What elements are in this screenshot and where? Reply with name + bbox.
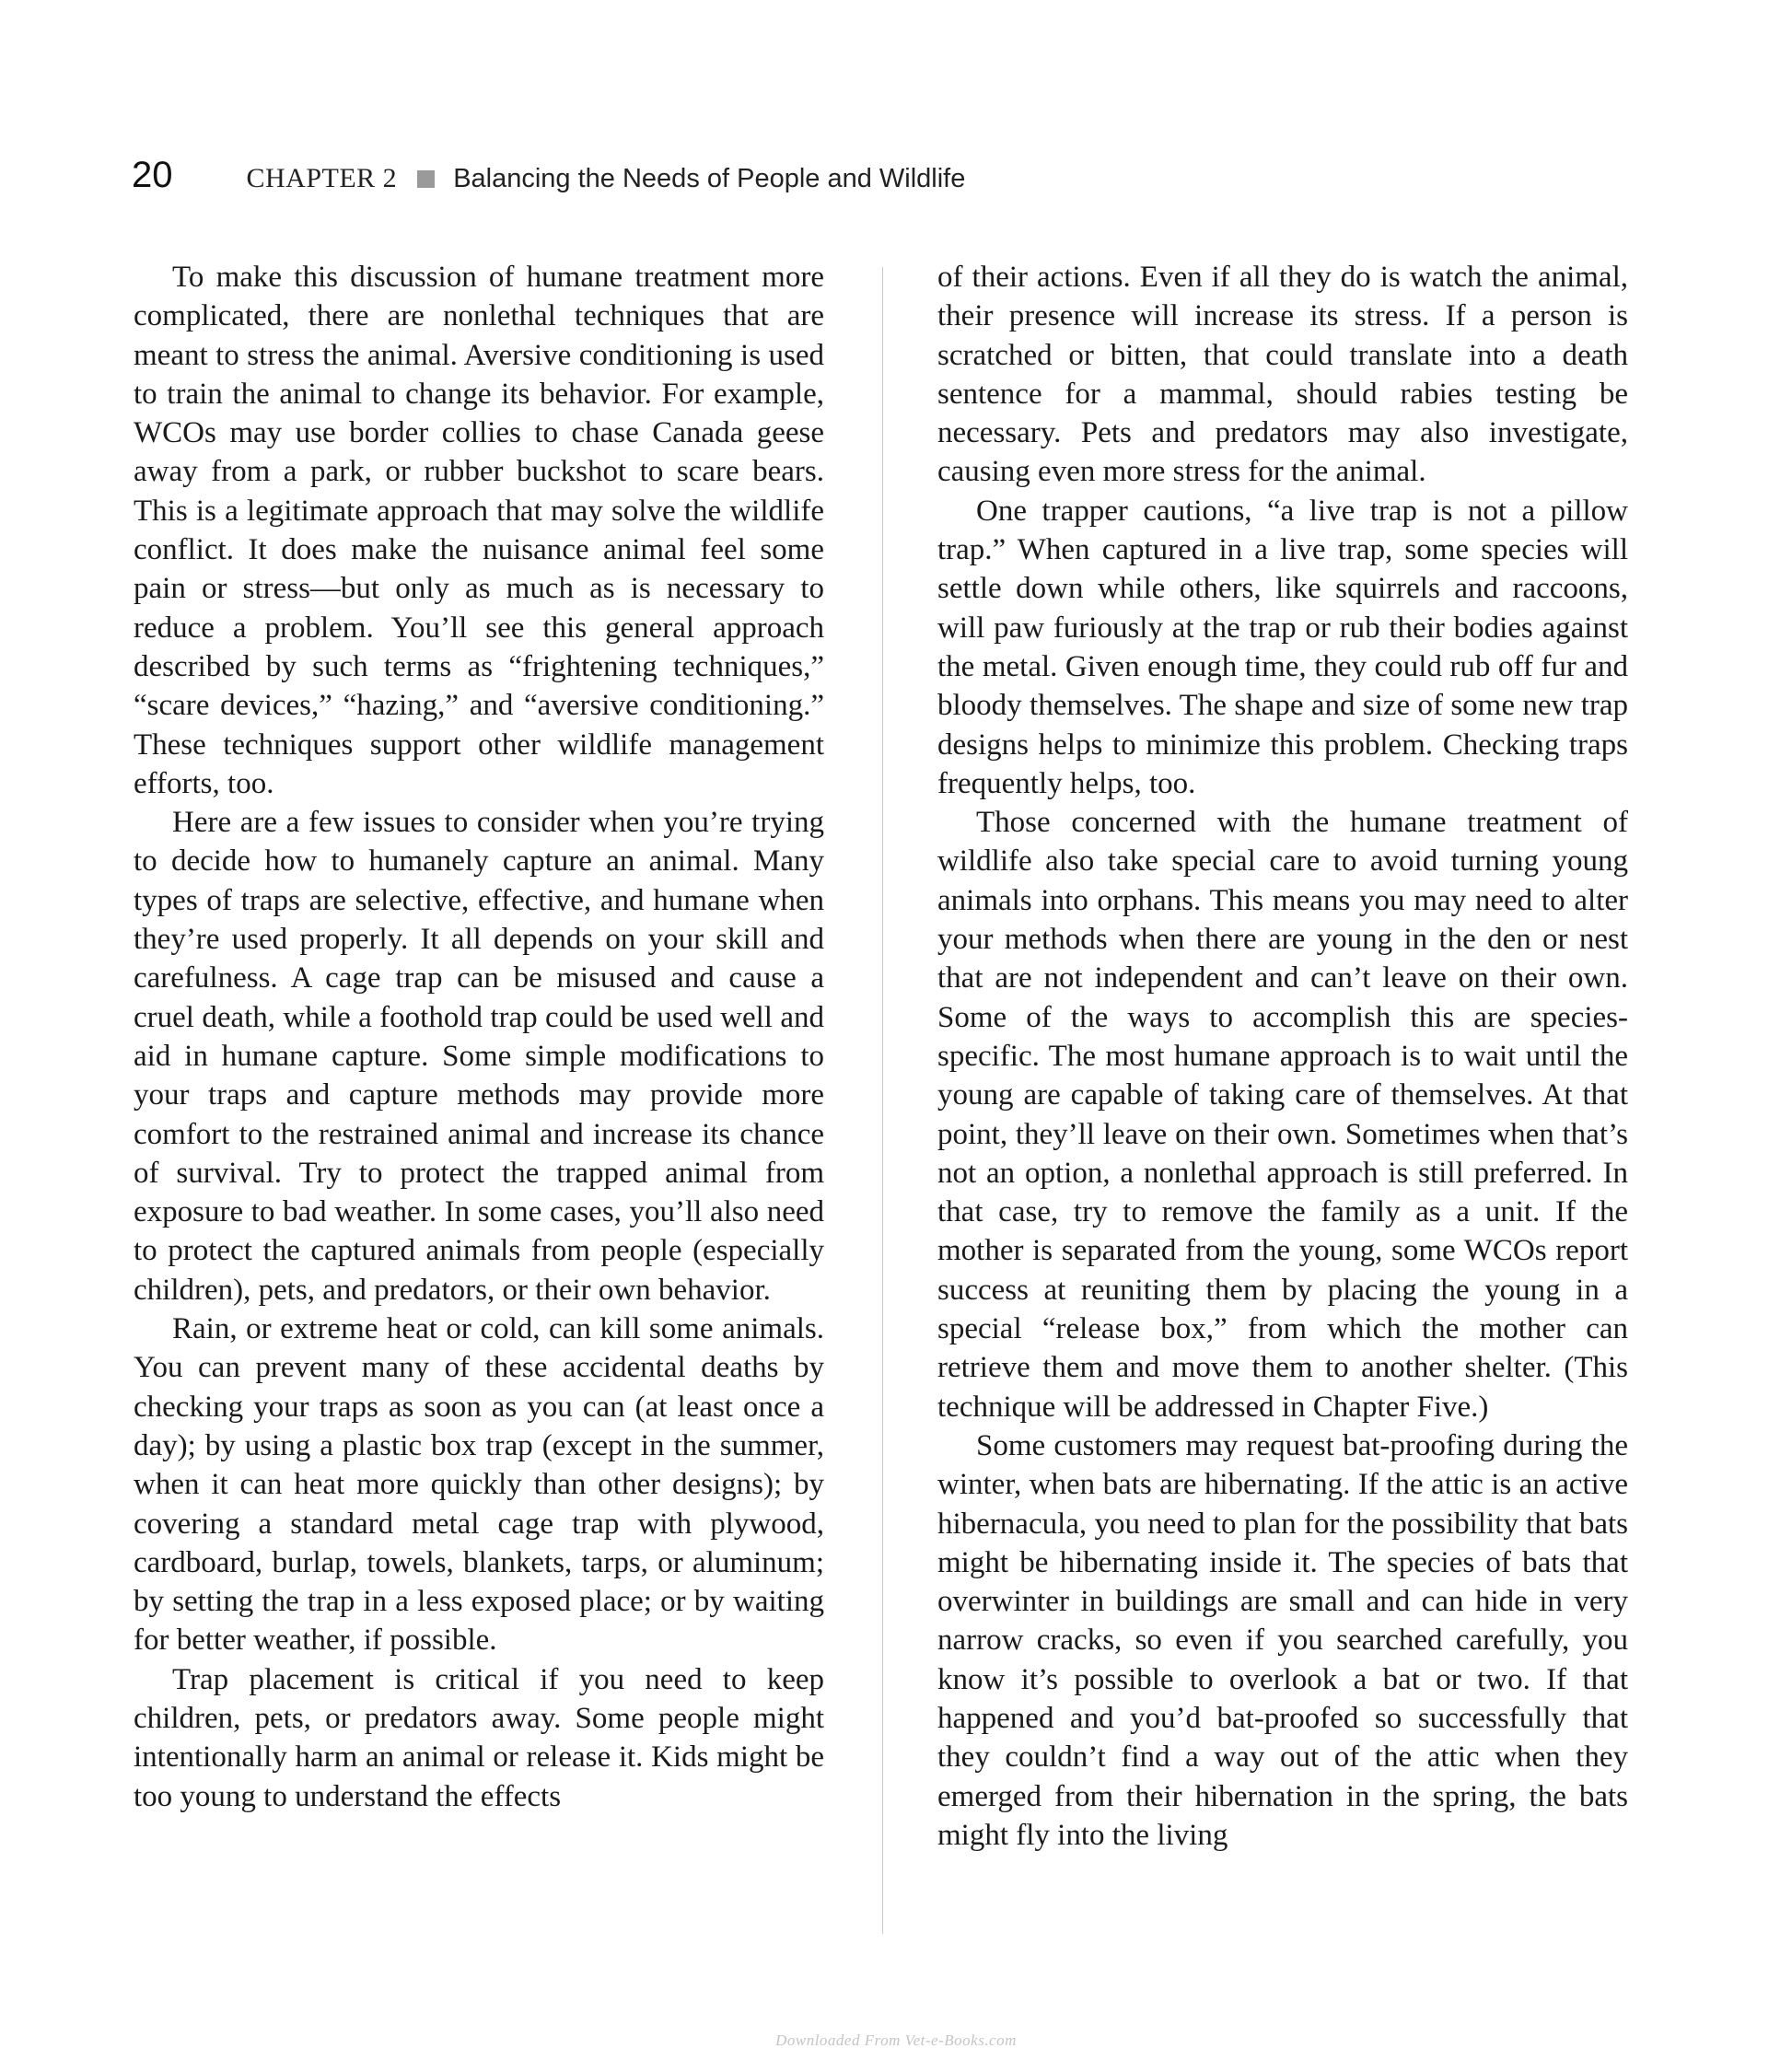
paragraph: Those concerned with the humane treatment of wildlife also take special care to avoid turning young animals into orphans. This means you may need to alter your methods when there are young in the den or nest that are not independent and can’t leave on their own. Some of the ways to accomplish this are species-specific. The most humane approach is to wait until the young are capable of taking care of themselves. At that point, they’ll leave on their own. Sometimes when that’s not an option, a nonlethal approach is still preferred. In that case, try to remove the family as a unit. If the mother is separated from the young, some WCOs report success at reuniting them by placing the young in a special “release box,” from which the mother can retrieve them and move them to another shelter. (This technique will be addressed in Chapter Five.) [937, 806, 1628, 1424]
chapter-label: CHAPTER 2 [246, 163, 398, 193]
paragraph: Some customers may request bat-proofing during the winter, when bats are hibernating. If the attic is an active hibernacula, you need to plan for the possibility that bats might be hibernating inside it. The species of bats that overwinter in buildings are small and can hide in very narrow cracks, so even if you searched carefully, you know it’s possible to overlook a bat or two. If that happened and you’d bat-proofed so successfully that they couldn’t find a way out of the attic when they emerged from their hibernation in the spring, the bats might fly into the living [937, 1428, 1628, 1852]
paragraph: Trap placement is critical if you need to keep children, pets, or predators away. Some people might intentionally harm an animal or release it. Kids might be too young to understand the effects [134, 1662, 824, 1813]
paragraph: Here are a few issues to consider when you’re trying to decide how to humanely capture an animal. Many types of traps are selective, effective, and humane when they’re used properly. It all depends on your skill and carefulness. A cage trap can be misused and cause a cruel death, while a foothold trap could be used well and aid in humane capture. Some simple modifications to your traps and capture methods may provide more comfort to the restrained animal and increase its chance of survival. Try to protect the trapped animal from exposure to bad weather. In some cases, you’ll also need to protect the captured animals from people (especially children), pets, and predators, or their own behavior. [134, 806, 824, 1307]
paragraph: One trapper cautions, “a live trap is not a pillow trap.” When captured in a live trap, some species will settle down while others, like squirrels and raccoons, will paw furiously at the trap or rub their bodies against the metal. Given enough time, they could rub off fur and bloody themselves. The shape and size of some new trap designs helps to minimize this problem. Checking traps frequently helps, too. [937, 494, 1628, 800]
paragraph: Rain, or extreme heat or cold, can kill some animals. You can prevent many of these accidental deaths by checking your traps as soon as you can (at least once a day); by using a plastic box trap (except in the summer, when it can heat more quickly than other designs); by covering a standard metal cage trap with plywood, cardboard, burlap, towels, blankets, tarps, or aluminum; by setting the trap in a less exposed place; or by waiting for better weather, if possible. [134, 1312, 824, 1658]
paragraph: To make this discussion of humane treatment more complicated, there are nonlethal techniques that are meant to stress the animal. Aversive conditioning is used to train the animal to change its behavior. For example, WCOs may use border collies to chase Canada geese away from a park, or rubber buckshot to scare bears. This is a legitimate approach that may solve the wildlife conflict. It does make the nuisance animal feel some pain or stress—but only as much as is necessary to reduce a problem. You’ll see this general approach described by such terms as “frightening techniques,” “scare devices,” “hazing,” and “aversive conditioning.” These techniques support other wildlife management efforts, too. [134, 261, 824, 800]
right-column [937, 258, 1628, 1855]
download-watermark: Downloaded From Vet-e-Books.com [775, 2031, 1017, 2049]
chapter-title: Balancing the Needs of People and Wildlife [453, 164, 966, 193]
page-number: 20 [132, 155, 173, 195]
column-divider [882, 267, 883, 1934]
square-bullet-icon [417, 170, 435, 188]
running-head [132, 155, 965, 203]
left-column [134, 258, 824, 1816]
paragraph-continued: of their actions. Even if all they do is watch the animal, their presence will increase its stress. If a person is scratched or bitten, that could translate into a death sentence for a mammal, should rabies testing be necessary. Pets and predators may also investigate, causing even more stress for the animal. [937, 261, 1628, 489]
